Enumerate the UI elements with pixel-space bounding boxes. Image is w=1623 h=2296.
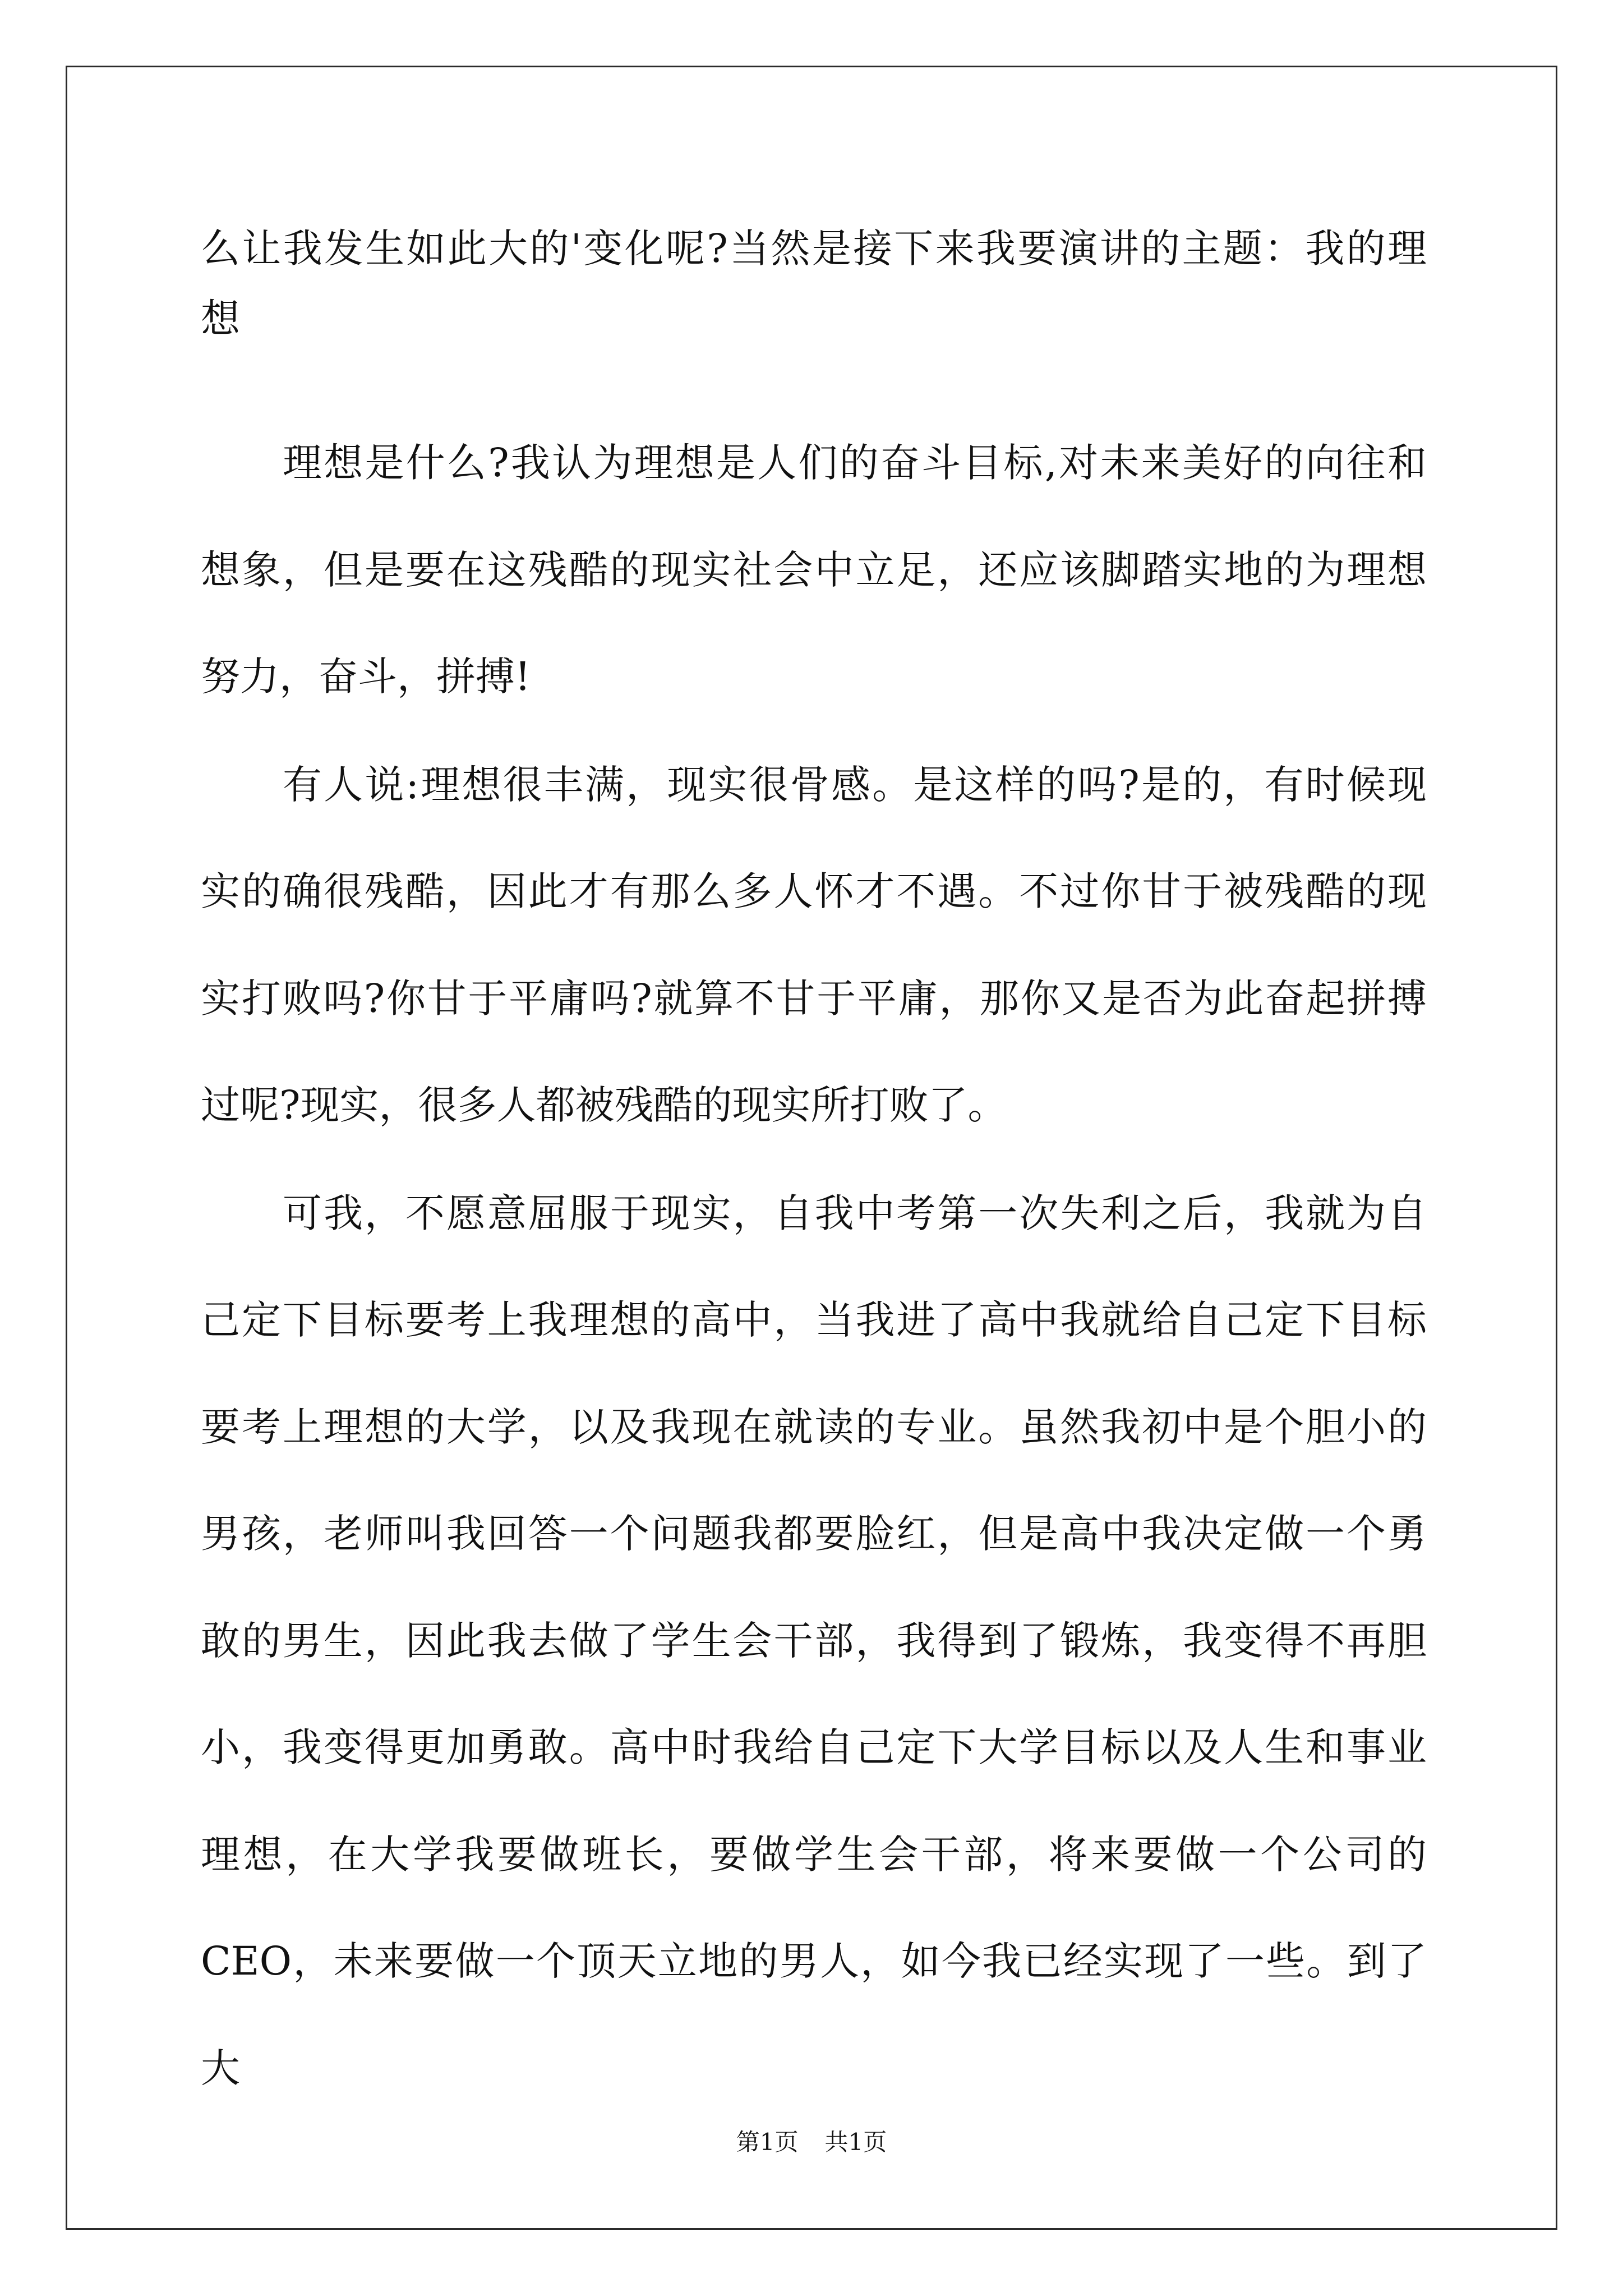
text-line: 努力，奋斗，拼搏! — [201, 654, 531, 700]
text-line: 男孩，老师叫我回答一个问题我都要脸红，但是高中我决定做一个勇 — [201, 1511, 1427, 1557]
text-line: 敢的男生，因此我去做了学生会干部，我得到了锻炼，我变得不再胆 — [201, 1617, 1427, 1664]
paragraph — [201, 1160, 1427, 2091]
page-total: 共1页 — [824, 2128, 887, 2156]
text-line: 实打败吗?你甘于平庸吗?就算不甘于平庸，那你又是否为此奋起拼搏 — [201, 975, 1427, 1022]
text-line: 己定下目标要考上我理想的高中，当我进了高中我就给自己定下目标 — [201, 1297, 1427, 1343]
text-line: 小，我变得更加勇敢。高中时我给自己定下大学目标以及人生和事业 — [201, 1724, 1427, 1770]
paragraph — [201, 409, 1427, 730]
document-body — [201, 214, 1427, 2091]
text-line: 有人说:理想很丰满，现实很骨感。是这样的吗?是的，有时候现 — [283, 761, 1427, 808]
text-line: 过呢?现实，很多人都被残酷的现实所打败了。 — [201, 1082, 1007, 1128]
page-footer — [0, 2125, 1623, 2159]
text-line: 实的确很残酷，因此才有那么多人怀才不遇。不过你甘于被残酷的现 — [201, 868, 1427, 914]
text-line: 可我，不愿意屈服于现实，自我中考第一次失利之后，我就为自 — [283, 1190, 1427, 1236]
paragraph — [201, 731, 1427, 1159]
paragraph — [201, 214, 1427, 354]
page-number: 第1页 — [736, 2128, 799, 2156]
text-line: 想象，但是要在这残酷的现实社会中立足，还应该脚踏实地的为理想 — [201, 546, 1427, 593]
text-line: 理想是什么?我认为理想是人们的奋斗目标,对未来美好的向往和 — [283, 440, 1427, 486]
text-line: 么让我发生如此大的'变化呢?当然是接下来我要演讲的主题：我的理 — [201, 226, 1427, 272]
text-line: 理想，在大学我要做班长，要做学生会干部，将来要做一个公司的 — [201, 1831, 1427, 1878]
text-line: 想 — [201, 296, 240, 342]
text-line: 要考上理想的大学，以及我现在就读的专业。虽然我初中是个胆小的 — [201, 1404, 1427, 1450]
text-line: CEO，未来要做一个顶天立地的男人，如今我已经实现了一些。到了大 — [201, 1938, 1427, 2091]
